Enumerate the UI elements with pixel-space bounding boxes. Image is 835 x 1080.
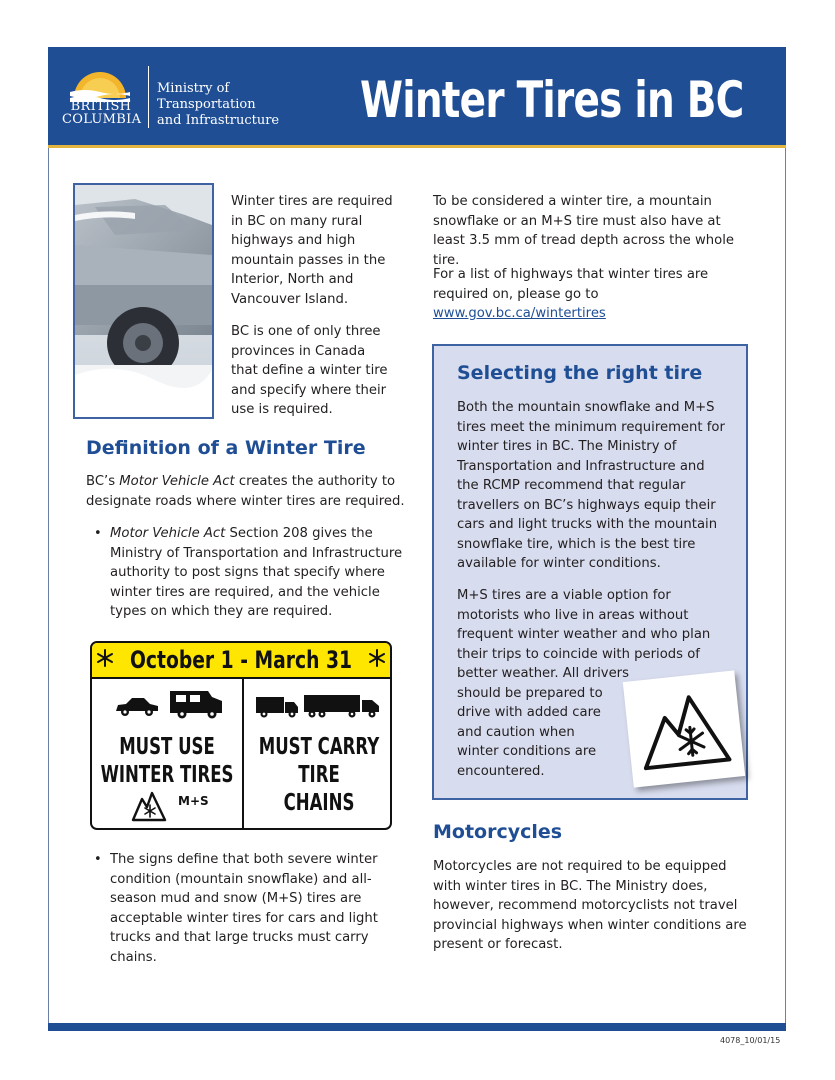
mountain-snowflake-icon <box>623 670 745 787</box>
selecting-line: should be prepared to <box>457 685 603 701</box>
motorcycles-heading: Motorcycles <box>433 821 563 843</box>
bc-logo-wordmark <box>62 100 140 126</box>
selecting-line: motorists who live in areas without <box>457 607 689 623</box>
selecting-line: M+S tires are a viable option for <box>457 588 671 603</box>
intro-paragraph-1 <box>231 192 396 309</box>
snowflake-icon <box>368 649 386 667</box>
selecting-line: better weather. All drivers <box>457 666 629 681</box>
header-gold-rule <box>48 145 786 148</box>
selecting-text-1: Both the mountain snowflake and M+S tires meet the minimum requirement for winter tires in BC. The Ministry of Transportation and Infrastructure and the RCMP recommend that regular travellers on BC’s highways equip their cars and light trucks with the mountain snowflake tire, which is the best tire available for winter conditions. <box>457 400 725 571</box>
bullet1-italic: Motor Vehicle Act <box>110 526 226 541</box>
ministry-name <box>157 81 279 129</box>
selecting-line: winter conditions are <box>457 744 597 759</box>
logo-divider <box>148 66 149 128</box>
page-title: Winter Tires in BC <box>360 71 744 129</box>
definition-heading: Definition of a Winter Tire <box>86 437 366 459</box>
definition-paragraph <box>86 472 406 511</box>
snowflake-icon <box>96 649 114 667</box>
bullet1-rest: Section 208 gives the Ministry of Transportation and Infrastructure authority to post signs that specify where winter tires are required, and the vehicle types on which they are required. <box>110 526 403 619</box>
small-truck-icon <box>254 695 300 719</box>
intro-paragraph-2 <box>231 322 396 420</box>
ministry-line-2: Transportation <box>157 97 256 112</box>
mountain-snowflake-card <box>623 670 745 787</box>
winter-tire-road-sign <box>90 641 392 830</box>
logo-line-2: COLUMBIA <box>62 112 142 127</box>
logo-line-1: BRITISH <box>70 99 132 114</box>
sign-right-line-3: CHAINS <box>283 790 355 816</box>
car-icon <box>114 695 160 717</box>
motorcycles-paragraph <box>433 857 753 955</box>
selecting-paragraph-1 <box>457 398 729 574</box>
intro-text-1: Winter tires are required in BC on many rural highways and high mountain passes in the Interior, North and Vancouver Island. <box>231 194 393 307</box>
definition-para-prefix: BC’s <box>86 474 120 489</box>
selecting-line: drive with added care <box>457 705 601 720</box>
selecting-line: and caution when <box>457 724 575 740</box>
definition-bullet-2 <box>94 850 412 967</box>
sign-right-line-1: MUST CARRY <box>258 734 380 760</box>
tread-depth-paragraph <box>433 192 755 270</box>
bc-sun-logo-icon <box>70 62 130 102</box>
mountain-snowflake-icon <box>130 789 168 823</box>
snowy-vehicle-illustration <box>75 185 212 417</box>
rv-camper-icon <box>168 687 224 719</box>
sign-left-line-2: WINTER TIRES <box>100 762 234 788</box>
sign-date-band <box>92 643 390 679</box>
selecting-line: encountered. <box>457 763 545 779</box>
footer-blue-rule <box>48 1023 786 1031</box>
sign-dates: October 1 - March 31 <box>130 646 352 674</box>
definition-para-suffix: creates the authority to designate roads where winter tires are required. <box>86 474 405 509</box>
sign-right-line-2: TIRE <box>298 762 340 788</box>
intro-text-2: BC is one of only three provinces in Canada that define a winter tire and specify where their use is required. <box>231 324 388 417</box>
definition-bullet-1 <box>94 524 412 622</box>
motorcycles-text: Motorcycles are not required to be equipped with winter tires in BC. The Ministry does, however, recommend motorcyclists not travel provincial highways when winter conditions are present or forecast. <box>433 859 747 952</box>
highway-list-paragraph <box>433 265 733 324</box>
snowy-vehicle-photo <box>73 183 214 419</box>
highway-list-text: For a list of highways that winter tires are required on, please go to <box>433 267 709 302</box>
tread-depth-text: To be considered a winter tire, a mountain snowflake or an M+S tire must also have at least 3.5 mm of tread depth across the whole tire. <box>433 194 734 268</box>
definition-para-italic: Motor Vehicle Act <box>119 474 235 489</box>
selecting-line: their trips to coincide with periods of <box>457 646 700 662</box>
sign-left-line-1: MUST USE <box>119 734 215 760</box>
wintertires-link[interactable]: www.gov.bc.ca/wintertires <box>433 306 606 321</box>
semi-truck-icon <box>302 693 382 719</box>
selecting-line: frequent winter weather and who plan <box>457 627 711 642</box>
document-code: 4078_10/01/15 <box>720 1036 781 1045</box>
bullet2-text: The signs define that both severe winter condition (mountain snowflake) and all-season mud and snow (M+S) tires are acceptable winter tires for cars and light trucks and that large trucks must carry chains. <box>110 852 378 965</box>
sign-ms-label: M+S <box>178 794 209 808</box>
bullet-dot-icon: • <box>94 526 102 541</box>
sign-must-use-text <box>99 733 236 789</box>
ministry-line-3: and Infrastructure <box>157 113 280 128</box>
selecting-heading: Selecting the right tire <box>457 362 703 384</box>
bullet-dot-icon: • <box>94 852 102 867</box>
sign-must-carry-text <box>251 733 388 817</box>
ministry-line-1: Ministry of <box>157 81 230 96</box>
sign-divider <box>242 679 244 830</box>
